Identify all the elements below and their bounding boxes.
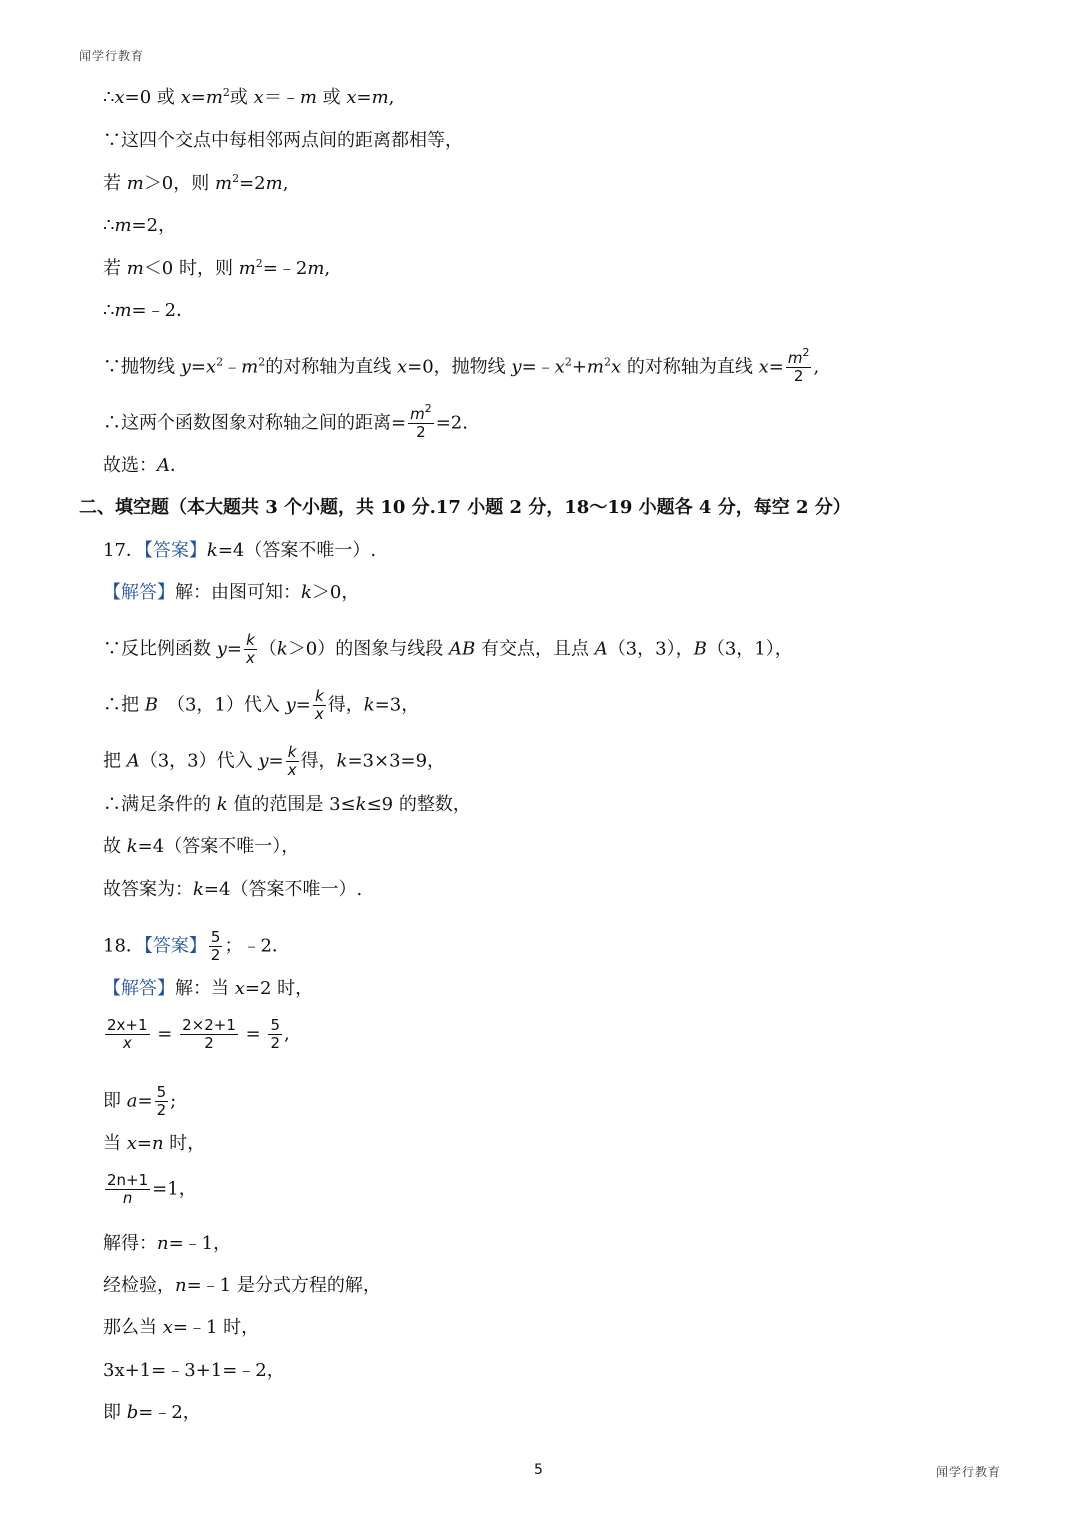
q18-line-check: 经检验，n=﹣1 是分式方程的解， bbox=[103, 1275, 381, 1296]
fraction-5-over-2: $\frac{5}{2}$ bbox=[156, 1083, 167, 1119]
q17-answer: 17．【答案】k=4（答案不唯一）. bbox=[103, 540, 377, 561]
line-case-positive: 若 m＞0，则 $m^2=2m$, bbox=[103, 172, 289, 194]
q18-line-compute-a: $\frac{2x+1}{x}$ = $\frac{2\times 2+1}{2}$ = $\frac{5}{2}$ , bbox=[107, 1016, 290, 1052]
fraction-m2-over-2: $\frac{m^2}{2}$ bbox=[787, 346, 810, 385]
fraction-2n-plus-1-over-n: $\frac{2n+1}{n}$ bbox=[107, 1171, 149, 1207]
q18-line-when-x-neg1: 那么当 x=﹣1 时， bbox=[103, 1317, 260, 1338]
q17-line-therefore: 故 k=4（答案不唯一）， bbox=[103, 836, 300, 857]
q18-line-b-value: 即 b=﹣2， bbox=[103, 1402, 201, 1423]
q18-line-a-value: 即 a= $\frac{5}{2}$ ; bbox=[103, 1083, 177, 1119]
q17-solution-start: 【解答】解：由图可知：k＞0， bbox=[103, 582, 360, 603]
q18-line-when-x-n: 当 x=n 时， bbox=[103, 1133, 206, 1154]
q18-line-compute-b: 3x+1=﹣3+1=﹣2， bbox=[103, 1360, 285, 1381]
fraction-m2-over-2: $\frac{m^2}{2}$ bbox=[410, 402, 432, 441]
fraction-k-over-x: $\frac{k}{x}$ bbox=[246, 631, 255, 667]
q18-answer: 18．【答案】 $\frac{5}{2}$ ；﹣2． bbox=[103, 928, 290, 964]
q17-line-inverse-function: ∵反比例函数 y= $\frac{k}{x}$ （k＞0）的图象与线段 AB 有交点，且点 A（3，3），B（3，1）， bbox=[103, 631, 793, 667]
q17-line-substitute-a: 把 A（3，3）代入 y= $\frac{k}{x}$ 得，k=3×3=9， bbox=[103, 743, 446, 779]
fraction-5-over-2: $\frac{5}{2}$ bbox=[210, 928, 221, 964]
line-case-negative: 若 m＜0 时，则 $m^2=﹣2m$, bbox=[103, 257, 331, 279]
fraction-2x-plus-1-over-x: $\frac{2x+1}{x}$ bbox=[107, 1016, 148, 1052]
q18-solution-start: 【解答】解：当 x=2 时， bbox=[103, 978, 314, 999]
line-equal-distance: ∵这四个交点中每相邻两点间的距离都相等， bbox=[103, 130, 463, 151]
line-m-equals-2: ∴m=2， bbox=[103, 215, 177, 236]
line-choice: 故选：A． bbox=[103, 455, 188, 476]
line-roots: ∴x=0 或 $x=m^2$或 x＝﹣m 或 x=m, bbox=[103, 86, 395, 108]
line-symmetry-axes: ∵抛物线 $y=x^2﹣m^2$的对称轴为直线 x=0，抛物线 $y=﹣x^2+m^2x$ 的对称轴为直线 x= $\frac{m^2}{2}$ , bbox=[103, 346, 820, 385]
q17-line-substitute-b: ∴把 B （3，1）代入 y= $\frac{k}{x}$ 得，k=3， bbox=[103, 687, 420, 723]
header-brand: 闻学行教育 bbox=[79, 49, 145, 63]
fraction-5-over-2: $\frac{5}{2}$ bbox=[270, 1016, 280, 1052]
q17-line-final: 故答案为：k=4（答案不唯一）. bbox=[103, 879, 363, 900]
section-heading-fill-blank: 二、填空题（本大题共 3 个小题，共 10 分.17 小题 2 分，18～19 小题各 4 分，每空 2 分） bbox=[79, 497, 851, 518]
footer-brand: 闻学行教育 bbox=[936, 1465, 1002, 1479]
q18-line-equation-n: $\frac{2n+1}{n}$ =1， bbox=[107, 1171, 197, 1207]
q17-line-range: ∴满足条件的 k 值的范围是 3≤k≤9 的整数， bbox=[103, 794, 471, 815]
fraction-2x2-plus-1-over-2: $\frac{2\times 2+1}{2}$ bbox=[182, 1016, 236, 1052]
fraction-k-over-x: $\frac{k}{x}$ bbox=[314, 687, 324, 723]
q18-line-solve-n: 解得：n=﹣1， bbox=[103, 1233, 232, 1254]
fraction-k-over-x: $\frac{k}{x}$ bbox=[287, 743, 297, 779]
line-m-equals-neg2: ∴m=﹣2． bbox=[103, 300, 195, 321]
page-number: 5 bbox=[534, 1462, 543, 1478]
line-axis-distance: ∴这两个函数图象对称轴之间的距离= $\frac{m^2}{2}$ =2. bbox=[103, 402, 468, 441]
